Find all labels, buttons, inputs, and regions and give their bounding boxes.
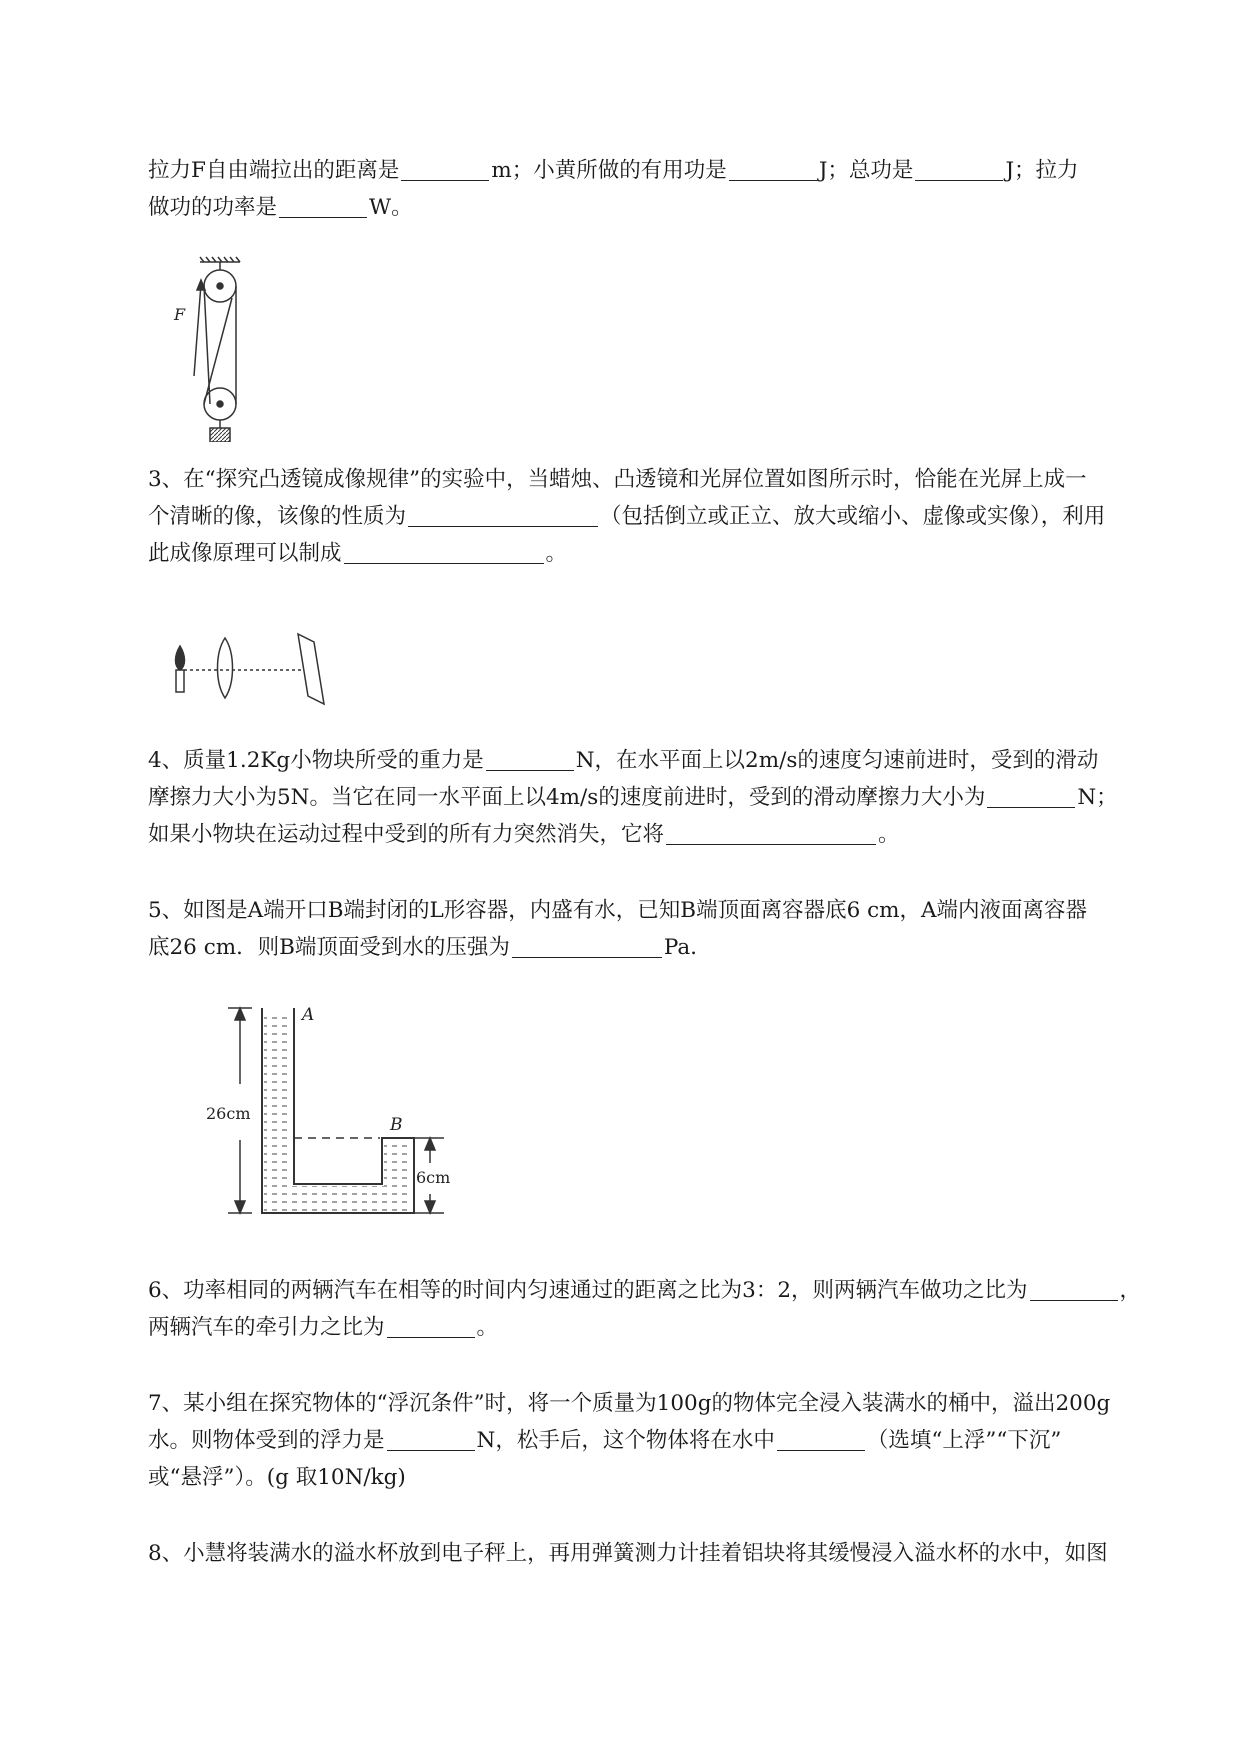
question-5-line-1: 5、如图是A端开口B端封闭的L形容器，内盛有水，已知B端顶面离容器底6 cm，A端内液面离容器 [148, 898, 1088, 923]
answer-blank[interactable] [387, 1313, 475, 1338]
answer-blank[interactable] [512, 933, 662, 958]
question-4-line-2: 摩擦力大小为5N。当它在同一水平面上以4m/s的速度前进时，受到的滑动摩擦力大小为 N； [148, 785, 1118, 810]
question-6-line-2: 两辆汽车的牵引力之比为 。 [148, 1315, 499, 1340]
label-26cm: 26cm [206, 1104, 251, 1123]
answer-blank[interactable] [1030, 1276, 1118, 1301]
question-8-text [148, 1535, 1168, 1572]
question-6-line-1: 6、功率相同的两辆汽车在相等的时间内匀速通过的距离之比为3：2，则两辆汽车做功之比为 ， [148, 1278, 1142, 1303]
answer-blank[interactable] [486, 746, 574, 771]
question-7-line-3: 或“悬浮”）。(g 取10N/kg) [148, 1465, 406, 1490]
question-7-text [148, 1385, 1168, 1496]
answer-blank[interactable] [666, 820, 876, 845]
force-label: F [174, 305, 186, 324]
answer-blank[interactable] [401, 156, 489, 181]
question-3-line-3: 此成像原理可以制成 。 [148, 541, 568, 566]
answer-blank[interactable] [729, 156, 817, 181]
pulley-figure [170, 256, 260, 442]
question-4-text [148, 742, 1168, 853]
question-2-line-2: 做功的功率是 W。 [148, 195, 413, 220]
lens-figure [168, 628, 338, 708]
question-7-line-2: 水。则物体受到的浮力是 N，松手后，这个物体将在水中 （选填“上浮”“下沉” [148, 1428, 1062, 1453]
label-b: B [390, 1115, 403, 1135]
question-6-text [148, 1272, 1168, 1346]
question-3-text [148, 461, 1168, 572]
question-8-line-1: 8、小慧将装满水的溢水杯放到电子秤上，再用弹簧测力计挂着铝块将其缓慢浸入溢水杯的水中，如图 [148, 1541, 1108, 1566]
question-2-line-1: 拉力F自由端拉出的距离是 m；小黄所做的有用功是 J；总功是 J；拉力 [148, 158, 1079, 183]
answer-blank[interactable] [915, 156, 1003, 181]
question-5-text [148, 892, 1168, 966]
question-3-line-1: 3、在“探究凸透镜成像规律”的实验中，当蜡烛、凸透镜和光屏位置如图所示时，恰能在光屏上成一 [148, 467, 1087, 492]
question-5-line-2: 底26 cm．则B端顶面受到水的压强为 Pa． [148, 935, 712, 960]
question-3-line-2: 个清晰的像，该像的性质为 （包括倒立或正立、放大或缩小、虚像或实像），利用 [148, 504, 1106, 529]
question-4-line-3: 如果小物块在运动过程中受到的所有力突然消失，它将 。 [148, 822, 900, 847]
answer-blank[interactable] [279, 193, 367, 218]
question-4-line-1: 4、质量1.2Kg小物块所受的重力是 N，在水平面上以2m/s的速度匀速前进时，受到的滑动 [148, 748, 1099, 773]
answer-blank[interactable] [387, 1426, 475, 1451]
l-container-figure [200, 998, 460, 1238]
label-a: A [302, 1005, 315, 1025]
answer-blank[interactable] [987, 783, 1075, 808]
answer-blank[interactable] [344, 539, 544, 564]
answer-blank[interactable] [777, 1426, 865, 1451]
label-6cm: 6cm [416, 1168, 451, 1187]
question-2-text [148, 152, 1168, 226]
question-7-line-1: 7、某小组在探究物体的“浮沉条件”时，将一个质量为100g的物体完全浸入装满水的桶中，溢出200g [148, 1391, 1111, 1416]
answer-blank[interactable] [408, 502, 598, 527]
